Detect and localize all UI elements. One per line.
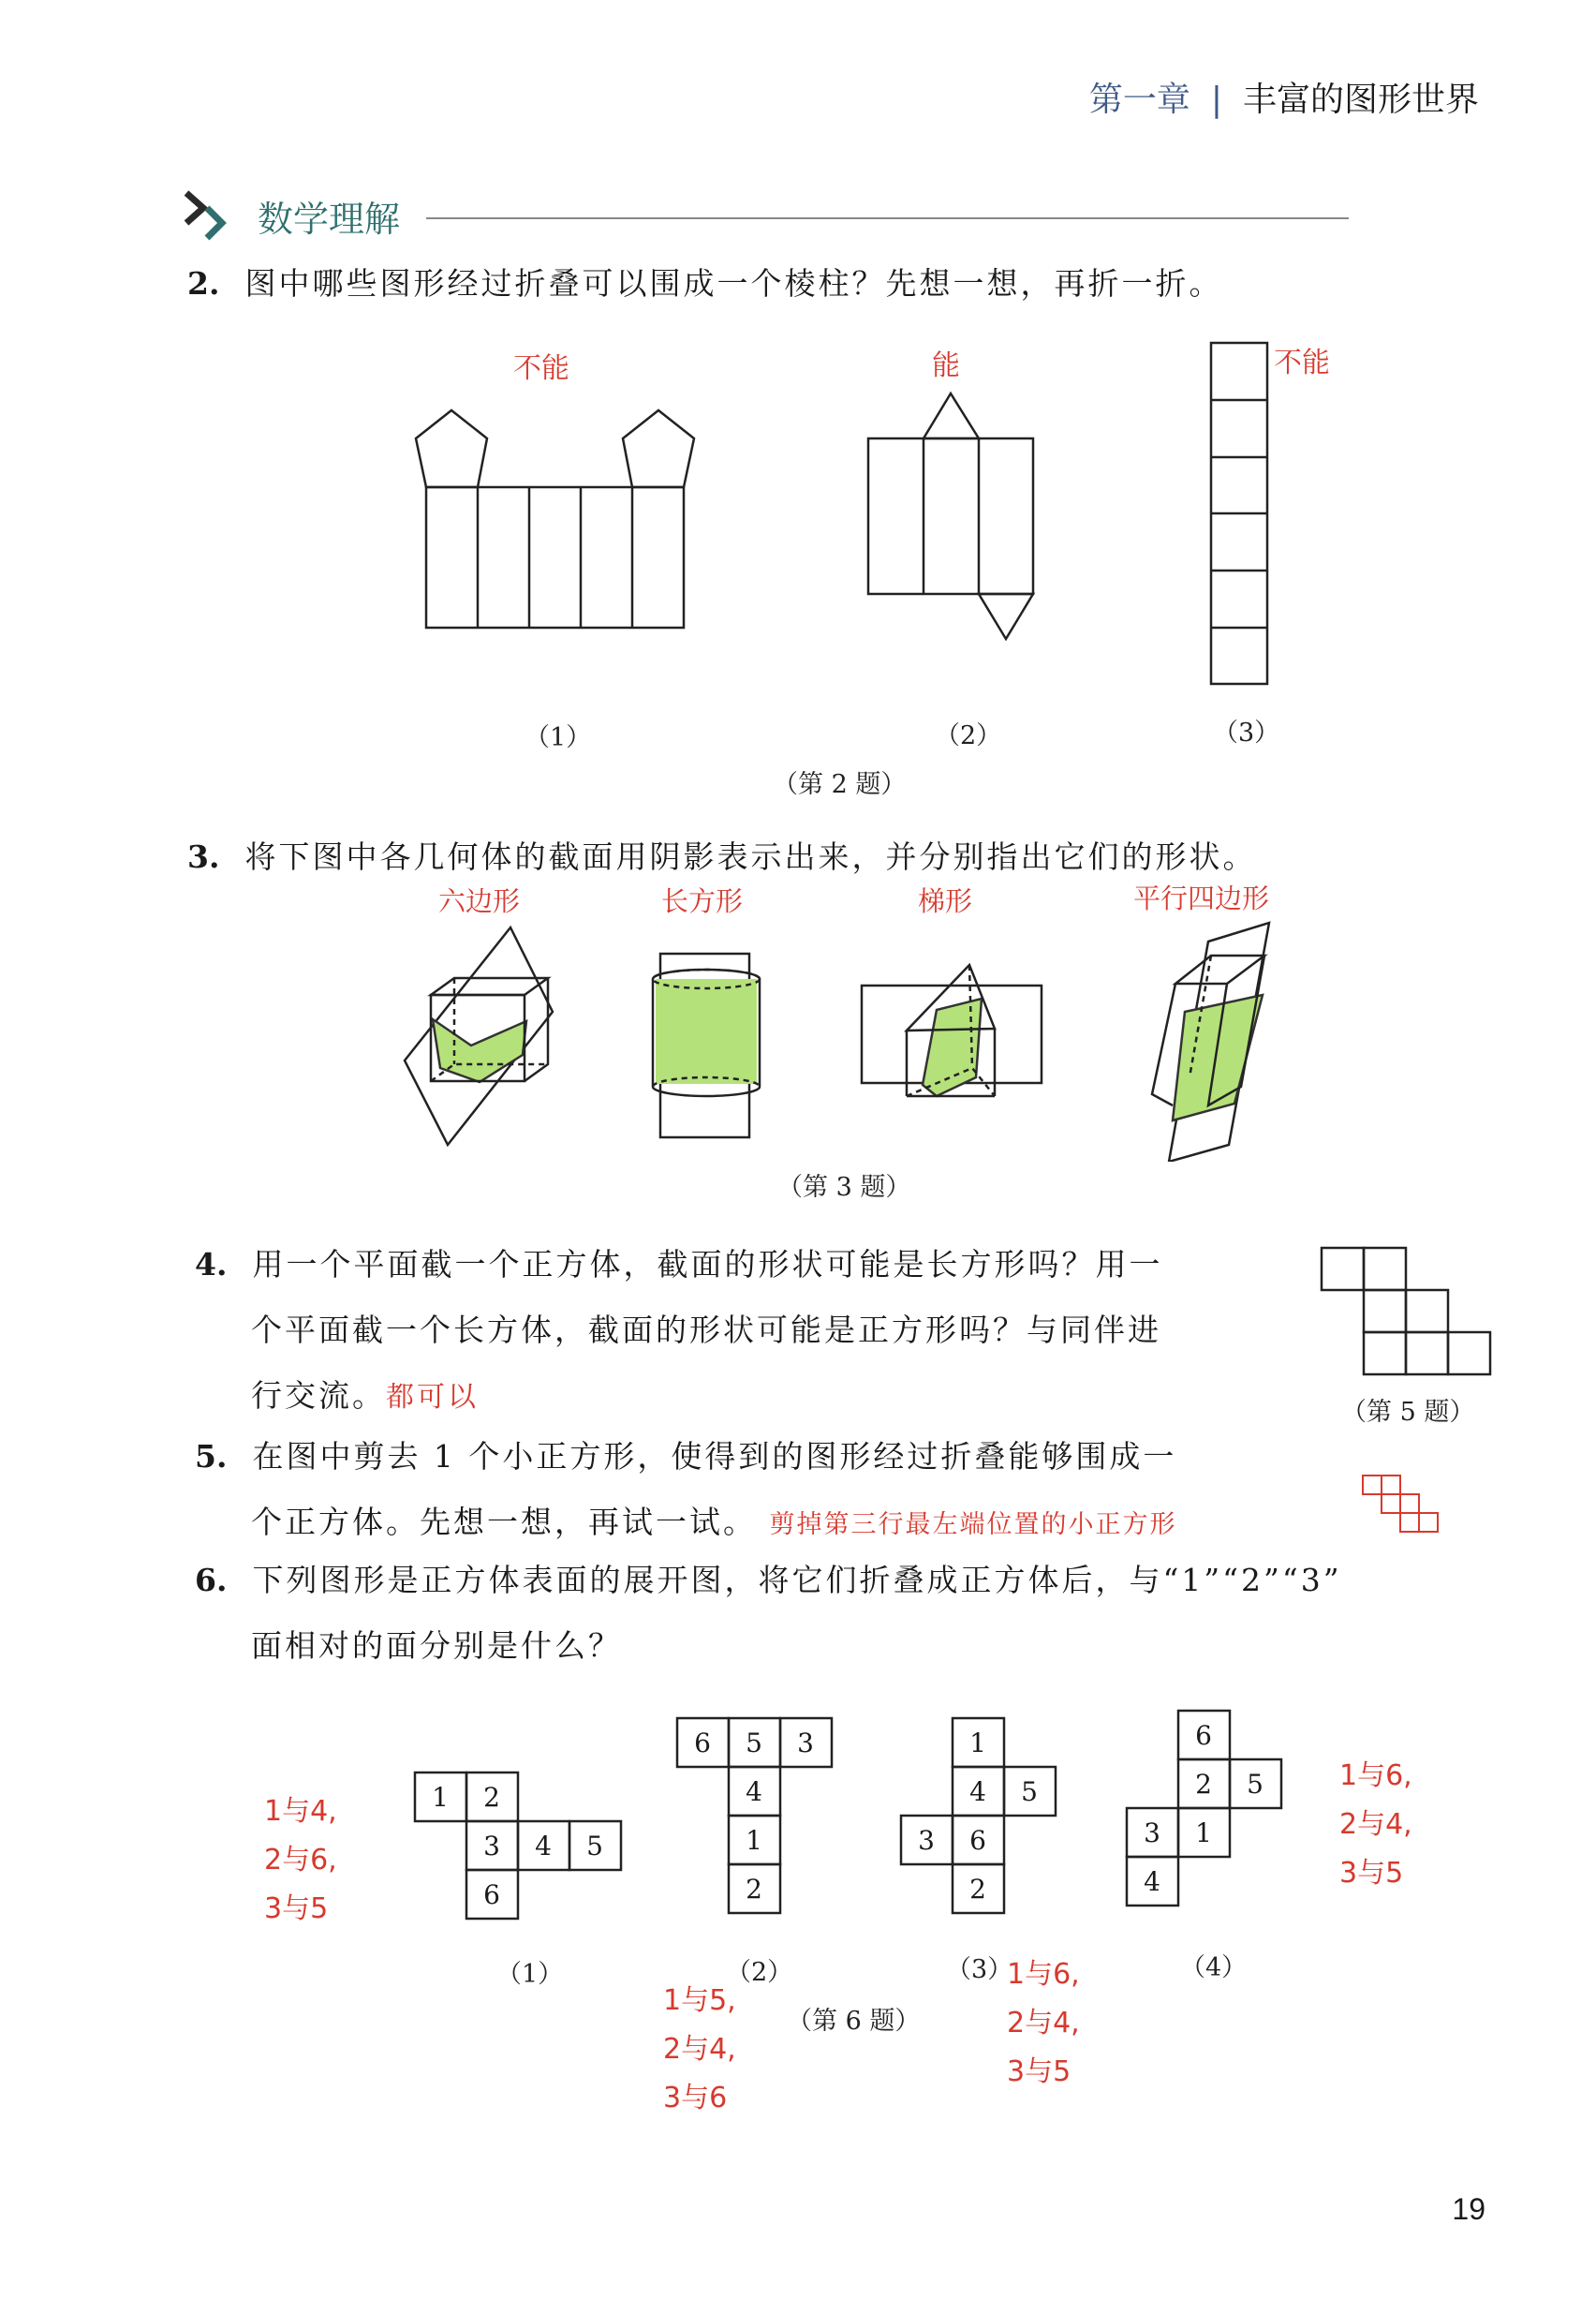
q6-cell-numbers <box>432 1720 1264 1910</box>
q2-answer-3: 不能 <box>1274 347 1330 379</box>
q6-label-3: （3） <box>946 1955 1013 1984</box>
net1-cell: 6 <box>483 1879 500 1910</box>
question-line-1: 在图中剪去 1 个小正方形，使得到的图形经过折叠能够围成一 <box>252 1438 1177 1475</box>
question-number: 6. <box>195 1562 228 1598</box>
q3-caption: （第 3 题） <box>777 1173 911 1202</box>
net3-cell: 1 <box>969 1728 986 1758</box>
q3-answer-3: 梯形 <box>918 885 973 917</box>
net3-cell: 3 <box>918 1825 935 1856</box>
net4-cell: 3 <box>1144 1817 1160 1848</box>
net4-cell: 2 <box>1195 1769 1212 1800</box>
q6-label-1: （1） <box>496 1960 564 1989</box>
answer-line: 1与6, <box>1339 1759 1412 1792</box>
q6-caption: （第 6 题） <box>787 2007 921 2036</box>
q2-answer-1: 不能 <box>513 352 569 385</box>
answer-line: 3与6 <box>663 2082 728 2114</box>
net4-cell: 4 <box>1144 1866 1160 1897</box>
net2-cell: 6 <box>694 1728 711 1758</box>
net1-cell: 5 <box>586 1831 603 1861</box>
q3-answer-4: 平行四边形 <box>1133 883 1270 914</box>
question-line-1: 下列图形是正方体表面的展开图，将它们折叠成正方体后，与“1”“2”“3” <box>252 1562 1342 1598</box>
q3-answer-1: 六边形 <box>438 885 521 917</box>
question-text: 将下图中各几何体的截面用阴影表示出来，并分别指出它们的形状。 <box>244 838 1257 875</box>
net3-cell: 2 <box>969 1874 986 1905</box>
answer-line: 2与4, <box>1007 2007 1080 2039</box>
question-number: 4. <box>195 1246 228 1283</box>
q6-answer-1 <box>264 1787 337 1934</box>
net2-cell: 3 <box>797 1728 814 1758</box>
question-line-3: 行交流。 <box>251 1377 386 1414</box>
net3-cell: 6 <box>969 1825 986 1856</box>
answer-line: 3与5 <box>264 1892 329 1925</box>
question-number: 2. <box>187 265 220 302</box>
q6-label-2: （2） <box>726 1958 793 1987</box>
answer-line: 3与5 <box>1339 1857 1404 1890</box>
q6-answer-3 <box>1007 1950 1080 2097</box>
answer-line: 2与4, <box>1339 1808 1412 1841</box>
chapter-title: 丰富的图形世界 <box>1242 81 1479 119</box>
net2-cell: 1 <box>746 1825 762 1856</box>
chapter-number: 第一章 <box>1088 81 1190 119</box>
question-line-2: 个平面截一个长方体，截面的形状可能是正方形吗？与同伴进 <box>251 1312 1161 1348</box>
question-number: 5. <box>195 1438 228 1475</box>
question-text: 图中哪些图形经过折叠可以围成一个棱柱？先想一想，再折一折。 <box>244 265 1223 302</box>
q6-answer-2 <box>663 1977 736 2123</box>
answer-line: 2与4, <box>663 2033 736 2066</box>
question-line-2: 面相对的面分别是什么？ <box>251 1627 622 1664</box>
q2-label-1: （1） <box>525 723 592 752</box>
net1-cell: 1 <box>432 1782 449 1813</box>
net1-cell: 2 <box>483 1782 500 1813</box>
q6-label-4: （4） <box>1180 1953 1248 1982</box>
q2-label-2: （2） <box>935 721 1002 750</box>
section-title: 数学理解 <box>258 198 401 240</box>
q2-answer-2: 能 <box>932 349 960 382</box>
q2-label-3: （3） <box>1213 719 1280 748</box>
net4-cell: 5 <box>1247 1769 1264 1800</box>
header-separator: | <box>1210 81 1222 119</box>
net1-cell: 4 <box>535 1831 552 1861</box>
q3-answer-2: 长方形 <box>661 885 744 917</box>
answer-line: 1与6, <box>1007 1958 1080 1991</box>
net1-cell: 3 <box>483 1831 500 1861</box>
question-line-2: 个正方体。先想一想，再试一试。 <box>251 1504 757 1540</box>
q5-caption: （第 5 题） <box>1341 1398 1475 1427</box>
page-number: 19 <box>1452 2192 1485 2226</box>
net2-cell: 4 <box>746 1776 762 1807</box>
q6-answer-4 <box>1339 1752 1412 1898</box>
answer-line: 2与6, <box>264 1844 337 1876</box>
net4-cell: 1 <box>1195 1817 1212 1848</box>
question-number: 3. <box>187 838 220 875</box>
net3-cell: 4 <box>969 1776 986 1807</box>
answer-line: 3与5 <box>1007 2055 1071 2088</box>
net2-cell: 5 <box>746 1728 762 1758</box>
q4-answer: 都可以 <box>386 1381 479 1414</box>
answer-line: 1与4, <box>264 1795 337 1828</box>
answer-line: 1与5, <box>663 1984 736 2017</box>
net4-cell: 6 <box>1195 1720 1212 1751</box>
net2-cell: 2 <box>746 1874 762 1905</box>
q5-answer: 剪掉第三行最左端位置的小正方形 <box>769 1510 1177 1539</box>
net3-cell: 5 <box>1021 1776 1038 1807</box>
q2-caption: （第 2 题） <box>773 770 907 799</box>
question-line-1: 用一个平面截一个正方体，截面的形状可能是长方形吗？用一 <box>252 1246 1163 1283</box>
